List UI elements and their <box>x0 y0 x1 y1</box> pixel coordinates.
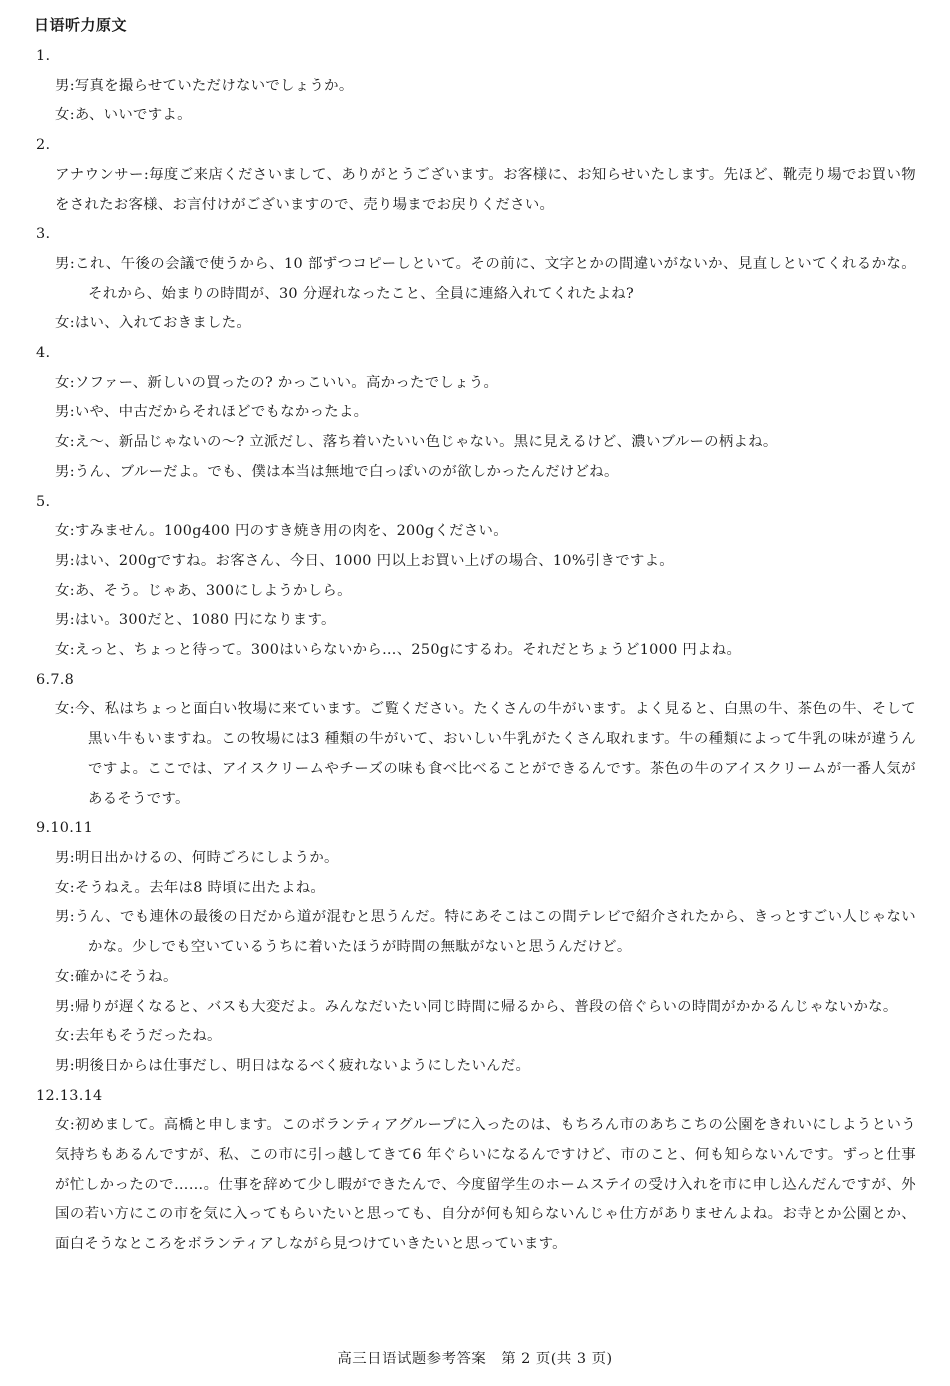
dialogue-line: 女:ソファー、新しいの買ったの? かっこいい。高かったでしょう。 <box>55 374 499 391</box>
section-5 <box>36 488 916 666</box>
question-number: 1. <box>36 48 51 64</box>
dialogue-line: 男:明日出かけるの、何時ごろにしようか。 <box>55 849 339 866</box>
dialogue-line: 女:あ、そう。じゃあ、300にしようかしら。 <box>55 582 352 599</box>
page-footer: 高三日语试题参考答案 第 2 页(共 3 页) <box>337 1351 613 1367</box>
dialogue-line: 女:そうねえ。去年は8 時頃に出たよね。 <box>55 879 326 896</box>
dialogue-line: 女:去年もそうだったね。 <box>55 1028 222 1045</box>
dialogue-line: 女:今、私はちょっと面白い牧場に来ています。ご覧ください。たくさんの牛がいます。よく見ると、白黒の牛、茶色の牛、そして黒い牛もいますね。この牧場には3 種類の牛がいて、おいしい牛乳がたくさん取れます。牛の種類によって牛乳の味が違うんですよ。ここでは、アイスクリームやチーズの味も食べ比べることができるんです。茶色の牛のアイスクリームが一番人気があるそうです。 <box>55 701 916 807</box>
dialogue-line: 女:はい、入れておきました。 <box>55 315 252 332</box>
dialogue-line: 女:え～、新品じゃないの～? 立派だし、落ち着いたいい色じゃない。黒に見えるけど、濃いブルーの柄よね。 <box>55 434 778 451</box>
question-number: 4. <box>36 345 51 362</box>
dialogue-line: 女:確かにそうね。 <box>55 968 178 985</box>
transcript-body <box>36 42 916 1260</box>
dialogue-line: 女:えっと、ちょっと待って。300はいらないから…、250gにするわ。それだとちょうど1000 円よね。 <box>55 642 742 659</box>
question-number: 3. <box>36 226 51 243</box>
section-6-7-8 <box>36 666 916 815</box>
page-title: 日语听力原文 <box>34 16 128 34</box>
question-number: 9.10.11 <box>36 820 94 837</box>
question-number: 5. <box>36 493 51 510</box>
question-number: 6.7.8 <box>36 671 75 688</box>
dialogue-line: 女:すみません。100g400 円のすき焼き用の肉を、200gください。 <box>55 523 508 540</box>
dialogue-line: 男:はい、200gですね。お客さん、今日、1000 円以上お買い上げの場合、10%引きですよ。 <box>55 552 674 569</box>
section-9-10-11 <box>36 814 916 1081</box>
dialogue-line: 男:うん、でも連休の最後の日だから道が混むと思うんだ。特にあそこはこの間テレビで紹介されたから、きっとすごい人じゃないかな。少しでも空いているうちに着いたほうが時間の無駄がないと思うんだけど。 <box>55 909 916 956</box>
dialogue-line: アナウンサー:毎度ご来店くださいまして、ありがとうございます。お客様に、お知らせいたします。先ほど、靴売り場でお買い物をされたお客様、お言付けがございますので、売り場までお戻りください。 <box>55 166 916 213</box>
dialogue-line: 男:明後日からは仕事だし、明日はなるべく疲れないようにしたいんだ。 <box>55 1057 531 1074</box>
dialogue-line: 男:いや、中古だからそれほどでもなかったよ。 <box>55 404 369 421</box>
dialogue-line: 女:あ、いいですよ。 <box>55 107 192 124</box>
dialogue-line: 男:帰りが遅くなると、バスも大変だよ。みんなだいたい同じ時間に帰るから、普段の倍ぐらいの時間がかかるんじゃないかな。 <box>55 998 898 1015</box>
section-4 <box>36 339 916 488</box>
dialogue-line: 男:写真を撮らせていただけないでしょうか。 <box>55 77 354 94</box>
section-3 <box>36 220 916 339</box>
section-12-13-14 <box>36 1082 916 1260</box>
dialogue-line: 男:はい。300だと、1080 円になります。 <box>55 612 336 629</box>
question-number: 12.13.14 <box>36 1087 103 1104</box>
question-number: 2. <box>36 137 51 154</box>
section-2 <box>36 131 916 220</box>
dialogue-line: 男:これ、午後の会議で使うから、10 部ずつコピーしといて。その前に、文字とかの間違いがないか、見直しといてくれるかな。それから、始まりの時間が、30 分遅れなったこと、全員に連絡入れてくれたよね? <box>55 255 916 302</box>
section-1 <box>36 42 916 131</box>
dialogue-line: 男:うん、ブルーだよ。でも、僕は本当は無地で白っぽいのが欲しかったんだけどね。 <box>55 463 619 480</box>
dialogue-line: 女:初めまして。高橋と申します。このボランティアグループに入ったのは、もちろん市のあちこちの公園をきれいにしようという気持ちもあるんですが、私、この市に引っ越してきて6 年ぐらいになるんですけど、市のこと、何も知らないんです。ずっと仕事が忙しかったので……。仕事を辞めて少し暇ができたんで、今度留学生のホームステイの受け入れを市に申し込んだんですが、外国の若い方にこの市を気に入ってもらいたいと思っても、自分が何も知らないんじゃ仕方がありませんよね。お寺とか公園とか、面白そうなところをボランティアしながら見つけていきたいと思っています。 <box>55 1117 916 1253</box>
